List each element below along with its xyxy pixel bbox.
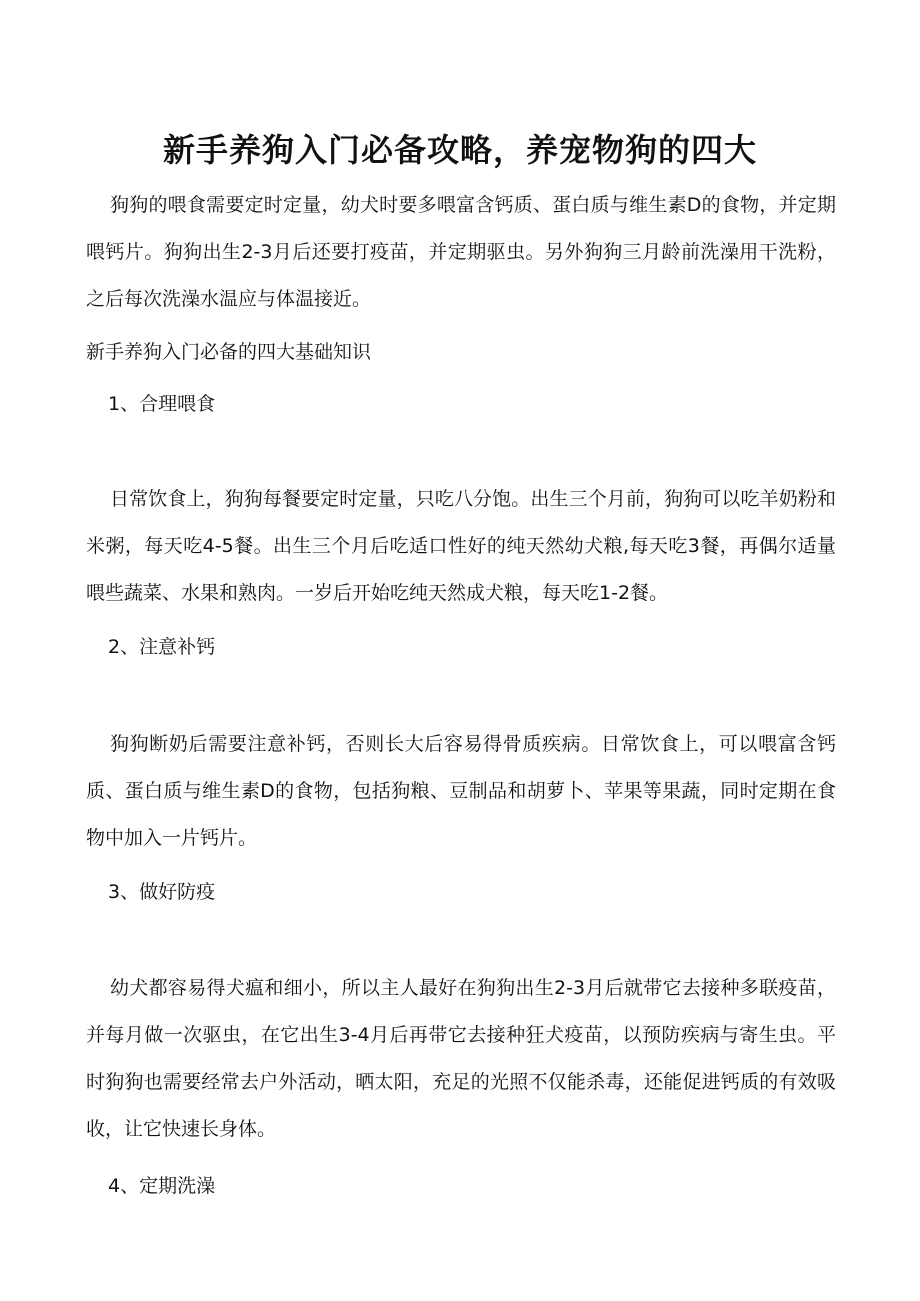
section-body-vaccination: 幼犬都容易得犬瘟和细小，所以主人最好在狗狗出生2-3月后就带它去接种多联疫苗，并每月做一次驱虫，在它出生3-4月后再带它去接种狂犬疫苗，以预防疾病与寄生虫。平时狗狗也需要经常去户外活动，晒太阳，充足的光照不仅能杀毒，还能促进钙质的有效吸收，让它快速长身体。 xyxy=(86,977,836,1140)
section-body-feeding: 日常饮食上，狗狗每餐要定时定量，只吃八分饱。出生三个月前，狗狗可以吃羊奶粉和米粥，每天吃4-5餐。出生三个月后吃适口性好的纯天然幼犬粮,每天吃3餐，再偶尔适量喂些蔬菜、水果和熟肉。一岁后开始吃纯天然成犬粮，每天吃1-2餐。 xyxy=(86,488,836,604)
section-body-calcium: 狗狗断奶后需要注意补钙，否则长大后容易得骨质疾病。日常饮食上，可以喂富含钙质、蛋白质与维生素D的食物，包括狗粮、豆制品和胡萝卜、苹果等果蔬，同时定期在食物中加入一片钙片。 xyxy=(86,733,836,849)
section-heading-vaccination: 3、做好防疫 xyxy=(108,881,216,903)
section-heading-calcium: 2、注意补钙 xyxy=(108,636,216,658)
intro-paragraph: 狗狗的喂食需要定时定量，幼犬时要多喂富含钙质、蛋白质与维生素D的食物，并定期喂钙片。狗狗出生2-3月后还要打疫苗，并定期驱虫。另外狗狗三月龄前洗澡用干洗粉，之后每次洗澡水温应与体温接近。 xyxy=(86,194,836,310)
page-title: 新手养狗入门必备攻略，养宠物狗的四大 xyxy=(162,131,757,169)
section-subtitle: 新手养狗入门必备的四大基础知识 xyxy=(86,341,372,363)
section-heading-bathing: 4、定期洗澡 xyxy=(108,1175,216,1197)
section-heading-feeding: 1、合理喂食 xyxy=(108,393,216,415)
